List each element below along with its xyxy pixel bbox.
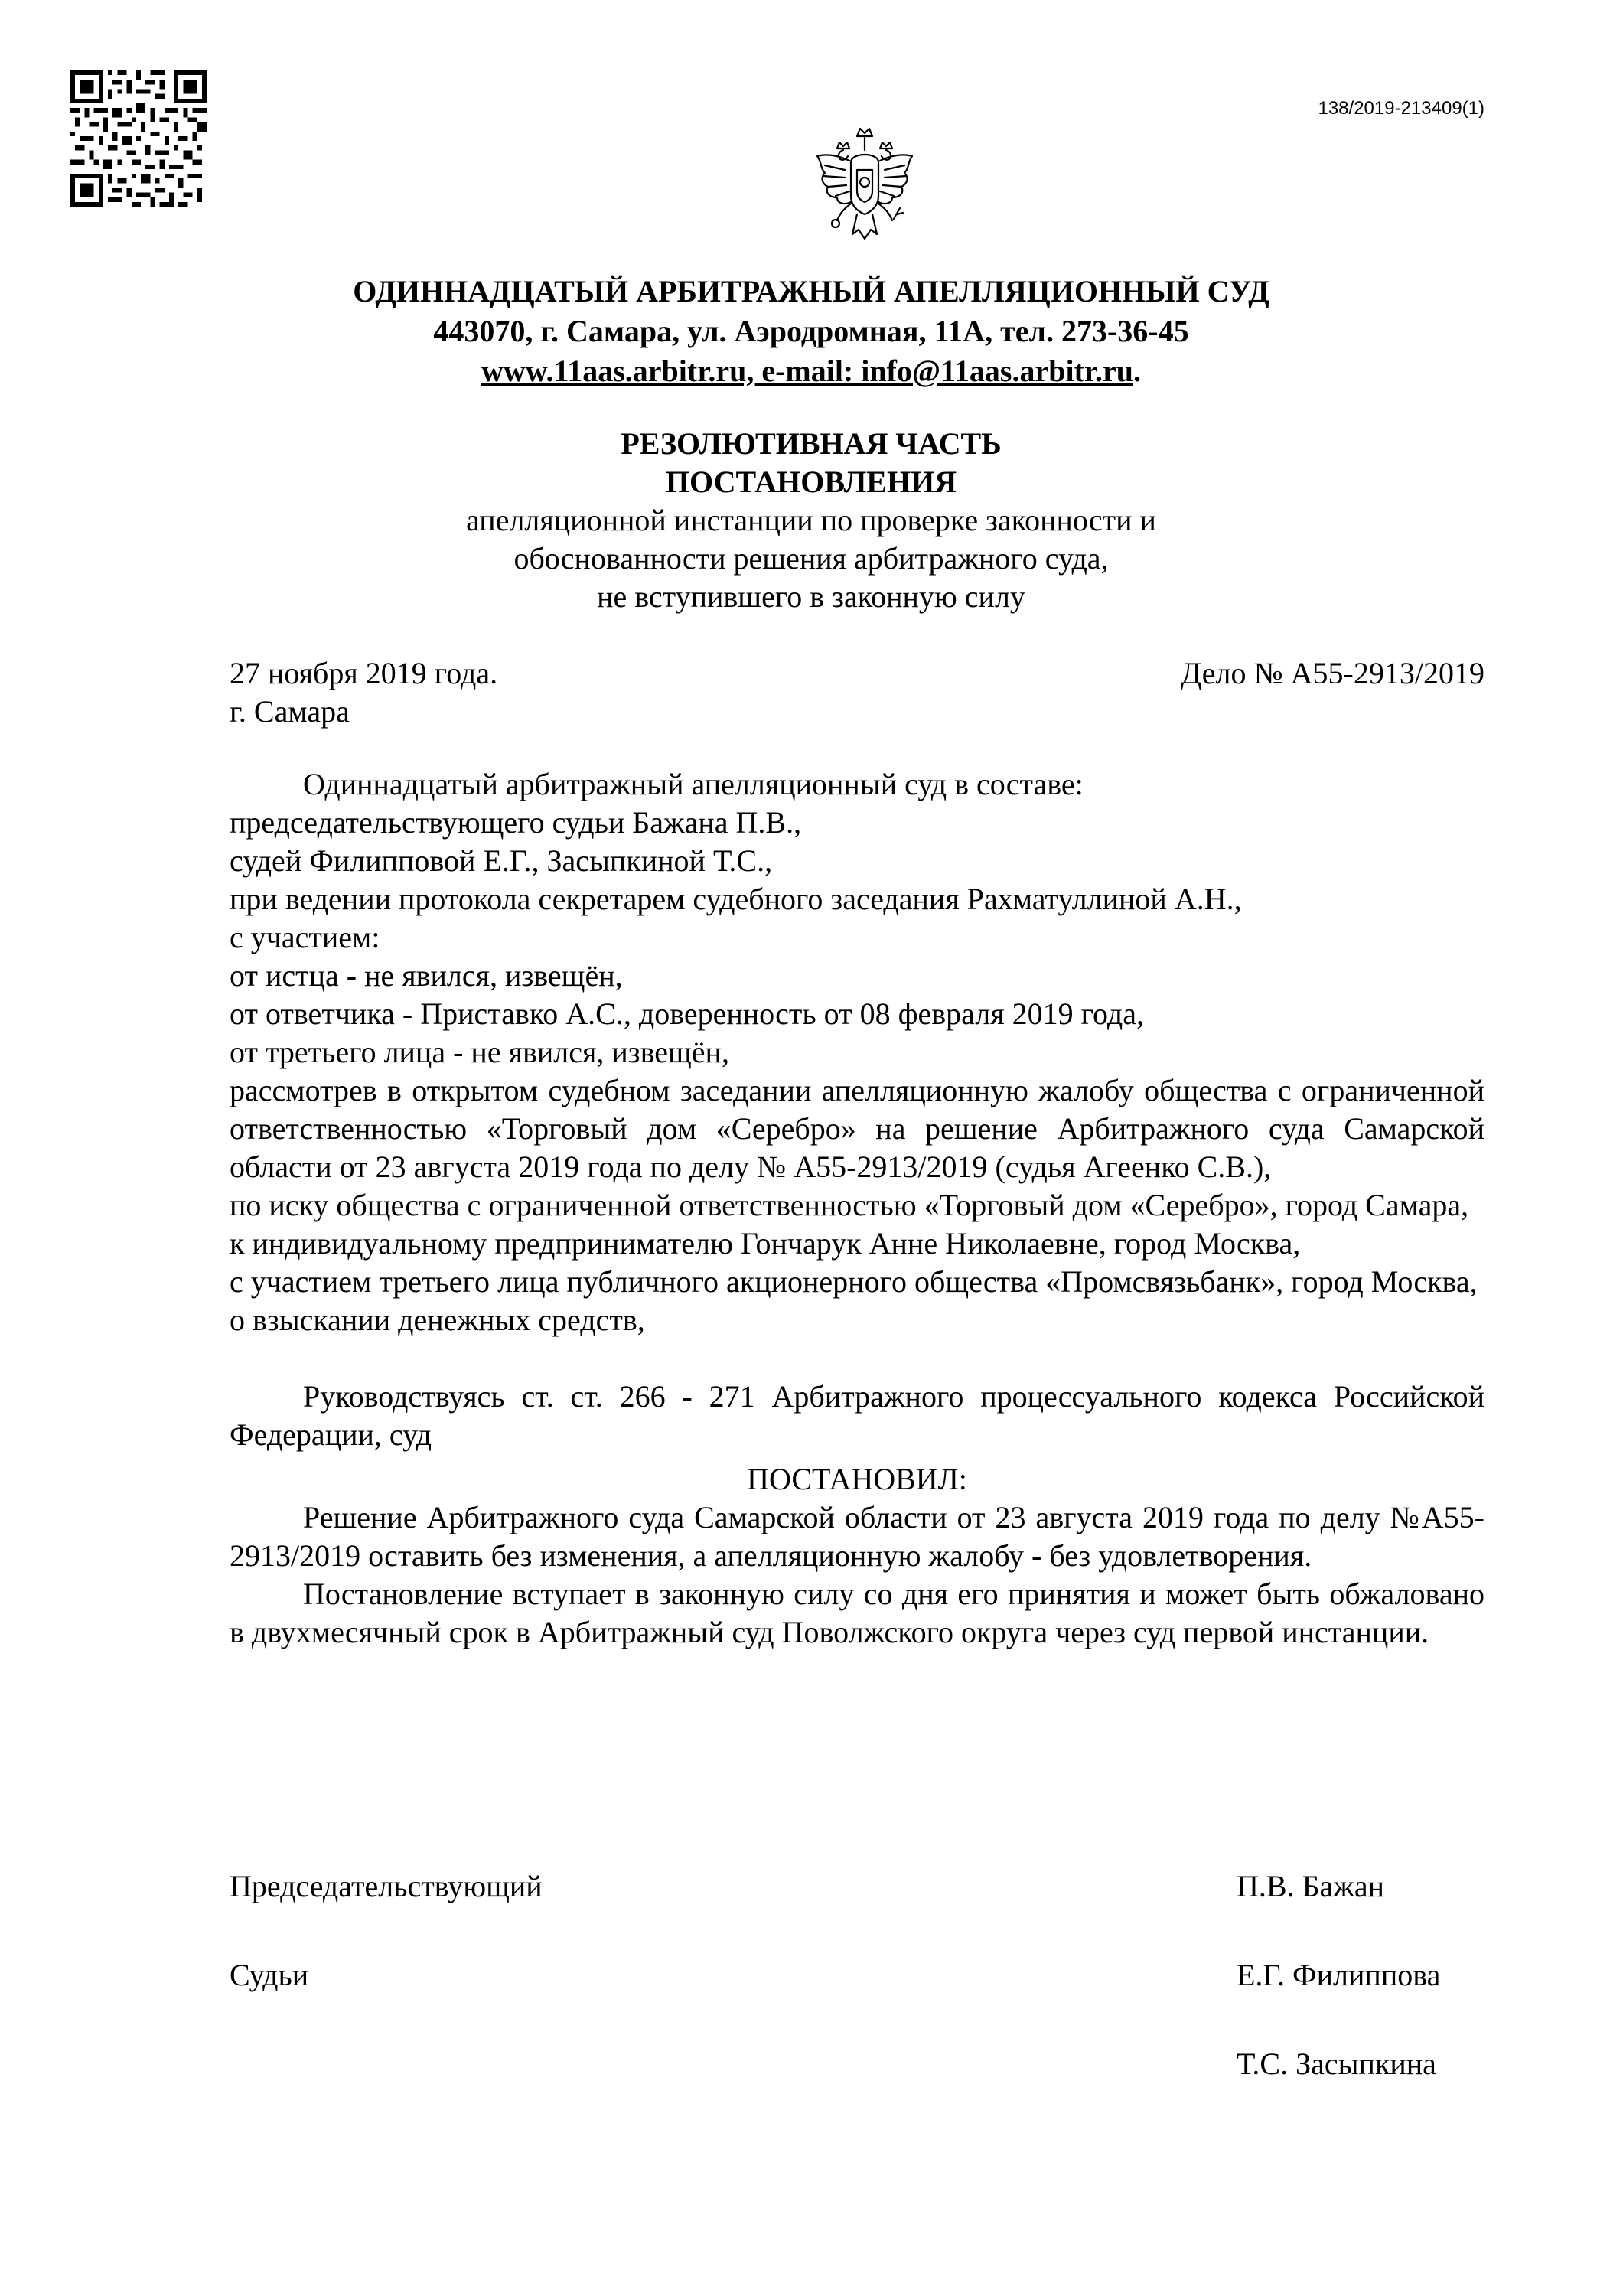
body-spacer (230, 1339, 1484, 1378)
title-subtitle-1: апелляционной инстанции по проверке законности и (466, 503, 1156, 537)
court-header (230, 272, 1393, 391)
body-paragraph-composition: Одиннадцатый арбитражный апелляционный суд в составе: (303, 767, 1084, 801)
document-city: г. Самара (230, 694, 350, 729)
body-line-presiding: председательствующего судьи Бажана П.В., (230, 805, 802, 840)
ruling-heading: ПОСТАНОВИЛ: (747, 1462, 967, 1496)
court-name: ОДИННАДЦАТЫЙ АРБИТРАЖНЫЙ АПЕЛЛЯЦИОННЫЙ СУД (353, 274, 1269, 308)
document-title (230, 425, 1393, 616)
court-contacts (230, 351, 1393, 391)
double-headed-eagle-icon (811, 122, 918, 253)
court-address: 443070, г. Самара, ул. Аэродромная, 11А, тел. 273-36-45 (433, 314, 1189, 348)
signature-row-judges (230, 1956, 1484, 1994)
document-body (230, 765, 1484, 1652)
body-paragraph-third-party-bank: с участием третьего лица публичного акционерного общества «Промсвязьбанк», город Москва, (230, 1264, 1478, 1299)
signature-row-presiding (230, 1867, 1484, 1906)
qr-code (70, 70, 207, 207)
case-number: Дело № А55-2913/2019 (1181, 656, 1484, 690)
title-line-1: РЕЗОЛЮТИВНАЯ ЧАСТЬ (621, 426, 1002, 461)
date-case-row (230, 654, 1484, 693)
document-date: 27 ноября 2019 года. (230, 656, 498, 690)
body-line-subject: о взыскании денежных средств, (230, 1303, 645, 1337)
coat-of-arms-emblem (811, 122, 918, 253)
title-subtitle-2: обоснованности решения арбитражного суда, (513, 541, 1109, 576)
document-number: 138/2019-213409(1) (1318, 98, 1484, 119)
title-subtitle-3: не вступившего в законную силу (597, 579, 1025, 614)
judge-name-1: Е.Г. Филиппова (1237, 1958, 1441, 1992)
body-paragraph-claim: по иску общества с ограниченной ответственностью «Торговый дом «Серебро», город Самара, (230, 1188, 1469, 1222)
presiding-label: Председательствующий (230, 1869, 543, 1903)
body-line-plaintiff: от истца - не явился, извещён, (230, 958, 623, 993)
qr-code-graphic (70, 70, 207, 207)
body-paragraph-ruling: Решение Арбитражного суда Самарской области от 23 августа 2019 года по делу №А55-2913/2019 оставить без изменения, а апелляционную жалобу - без удовлетворения. (230, 1500, 1484, 1573)
presiding-name: П.В. Бажан (1237, 1869, 1385, 1903)
body-line-judges: судей Филипповой Е.Г., Засыпкиной Т.С., (230, 843, 773, 878)
body-line-secretary: при ведении протокола секретарем судебного заседания Рахматуллиной А.Н., (230, 882, 1242, 916)
court-contacts-end: . (1133, 354, 1142, 388)
body-line-defendant: от ответчика - Приставко А.С., доверенность от 08 февраля 2019 года, (230, 996, 1144, 1031)
court-contacts-link[interactable]: www.11aas.arbitr.ru, e-mail: info@11aas.arbitr.ru (481, 354, 1134, 388)
body-paragraph-appeal: рассмотрев в открытом судебном заседании апелляционную жалобу общества с ограниченной ответственностью «Торговый дом «Серебро» на решение Арбитражного суда Самарской области от 23 августа 2019 года по делу № А55-2913/2019 (судья Агеенко С.В.), (230, 1073, 1484, 1184)
judge-name-2: Т.С. Засыпкина (1237, 2047, 1436, 2081)
judges-label: Судьи (230, 1958, 309, 1992)
signatures-block (230, 1867, 1484, 2083)
signature-row-judge-2 (230, 2045, 1484, 2083)
body-paragraph-effect: Постановление вступает в законную силу со дня его принятия и может быть обжаловано в двухмесячный срок в Арбитражный суд Поволжского округа через суд первой инстанции. (230, 1577, 1484, 1649)
body-line-third-party: от третьего лица - не явился, извещён, (230, 1035, 729, 1069)
body-paragraph-guidance: Руководствуясь ст. ст. 266 - 271 Арбитражного процессуального кодекса Российской Федерации, суд (230, 1379, 1484, 1452)
title-line-2: ПОСТАНОВЛЕНИЯ (665, 465, 957, 499)
body-line-participation: с участием: (230, 920, 380, 954)
body-line-respondent: к индивидуальному предпринимателю Гончарук Анне Николаевне, город Москва, (230, 1226, 1301, 1261)
